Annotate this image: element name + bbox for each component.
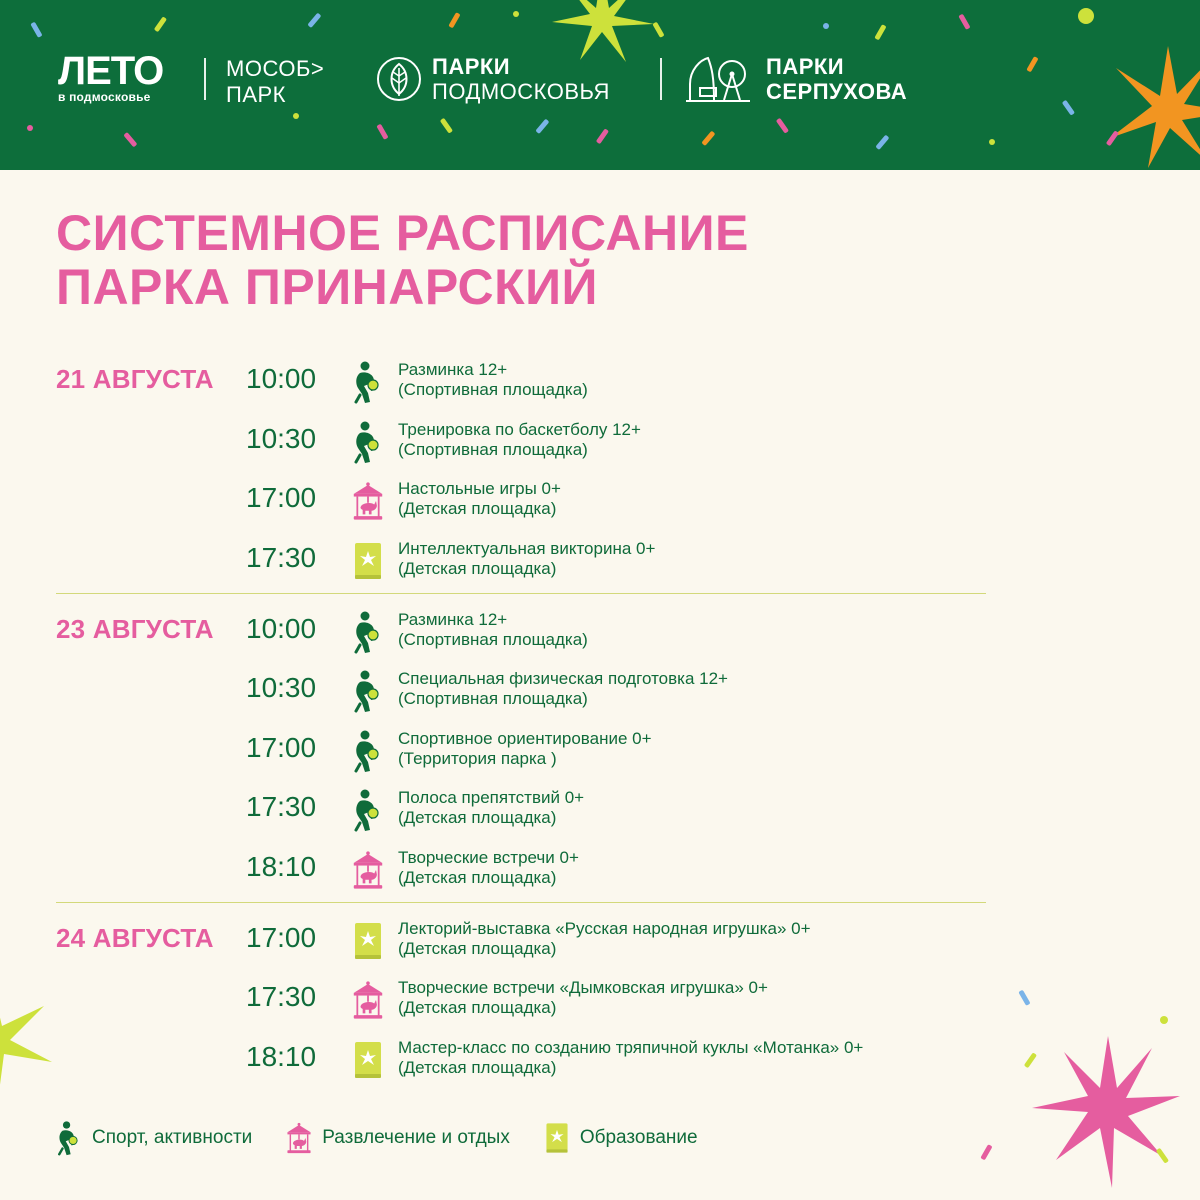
parki-podmoskovya-logo: [376, 54, 610, 104]
page-title-line1: СИСТЕМНОЕ РАСПИСАНИЕ: [56, 205, 749, 261]
event-place: (Детская площадка): [398, 499, 557, 518]
bottom-decoration: [0, 980, 1200, 1200]
day-date: 21 АВГУСТА: [56, 364, 214, 394]
event-name: Интеллектуальная викторина 0+: [398, 538, 656, 558]
sport-icon: [352, 610, 384, 654]
event-text: [398, 479, 561, 519]
event-text: [398, 420, 641, 460]
sport-icon: [352, 729, 384, 773]
event-row: [56, 669, 986, 729]
event-place: (Спортивная площадка): [398, 380, 588, 399]
book-icon: [352, 539, 384, 583]
event-row: [56, 539, 986, 583]
sport-icon: [352, 788, 384, 832]
event-name: Разминка 12+: [398, 609, 508, 629]
header-banner: [0, 0, 1200, 170]
schedule: [56, 360, 986, 1082]
legend-label: Спорт, активности: [92, 1127, 253, 1148]
page-title-line2: ПАРКА ПРИНАРСКИЙ: [56, 259, 598, 315]
event-text: [398, 539, 655, 579]
parki-logo-line2: ПОДМОСКОВЬЯ: [432, 79, 610, 104]
event-time: 17:00: [246, 482, 317, 513]
page-title: [56, 206, 956, 314]
event-time: 10:00: [246, 363, 317, 394]
event-place: (Детская площадка): [398, 998, 557, 1017]
event-row: [56, 848, 986, 892]
event-place: (Детская площадка): [398, 938, 557, 958]
header-divider: [660, 58, 662, 100]
header-divider: [204, 58, 206, 100]
event-name: Полоса препятствий 0+: [398, 788, 585, 807]
sport-icon: [352, 669, 384, 713]
day-block: [56, 360, 986, 583]
event-name: Разминка 12+: [398, 360, 508, 379]
event-time: 10:30: [246, 422, 317, 454]
event-time: 17:30: [246, 981, 317, 1012]
event-place: (Спортивная площадка): [398, 689, 588, 708]
event-row: [56, 420, 986, 480]
event-place: (Детская площадка): [398, 867, 557, 887]
parki-logo-line1: ПАРКИ: [432, 54, 511, 79]
event-place: (Спортивная площадка): [398, 439, 588, 459]
event-place: (Детская площадка): [398, 808, 557, 827]
serpukhov-logo-line2: СЕРПУХОВА: [766, 79, 908, 104]
mosoblpark-logo: [226, 56, 324, 108]
ferris-wheel-icon: [686, 54, 750, 104]
event-name: Лекторий-выставка «Русская народная игрушка» 0+: [398, 918, 811, 938]
event-text: [398, 669, 728, 709]
sport-icon: [352, 360, 384, 404]
day-block: [56, 594, 986, 892]
event-name: Настольные игры 0+: [398, 479, 561, 498]
carousel-icon: [352, 848, 384, 892]
event-place: (Детская площадка): [398, 558, 557, 578]
leto-logo-subtext: в подмосковье: [58, 90, 151, 104]
event-row: [56, 729, 986, 789]
legend-label: Развлечение и отдых: [322, 1127, 510, 1148]
event-text: [398, 848, 579, 888]
event-text: [398, 610, 588, 650]
leaf-icon: [376, 56, 422, 102]
sport-icon: [352, 420, 384, 464]
event-row: [56, 610, 986, 670]
event-place: (Спортивная площадка): [398, 629, 588, 649]
event-time: 18:10: [246, 1040, 317, 1072]
event-name: Спортивное ориентирование 0+: [398, 728, 652, 748]
event-row: [56, 479, 986, 539]
event-name: Мастер-класс по созданию тряпичной куклы «Мотанка» 0+: [398, 1037, 864, 1057]
event-row: [56, 360, 986, 420]
day-date: 24 АВГУСТА: [56, 922, 214, 953]
event-text: [398, 788, 584, 828]
day-date: 23 АВГУСТА: [56, 613, 214, 644]
event-time: 10:30: [246, 672, 317, 703]
mosoblpark-logo-line2: ПАРК: [226, 82, 286, 107]
event-row: [56, 919, 986, 979]
event-name: Специальная физическая подготовка 12+: [398, 669, 728, 688]
carousel-icon: [352, 479, 384, 523]
leto-logo-text: ЛЕТО: [58, 49, 164, 93]
event-name: Тренировка по баскетболу 12+: [398, 419, 641, 439]
book-icon: [352, 919, 384, 963]
legend-label: Образование: [579, 1127, 698, 1148]
leto-logo: [58, 49, 164, 104]
event-time: 10:00: [246, 612, 317, 644]
mosoblpark-logo-line1: МОСОБ>: [226, 56, 325, 81]
event-text: [398, 360, 588, 400]
event-time: 17:30: [246, 541, 317, 573]
event-place: (Детская площадка): [398, 1057, 557, 1077]
event-time: 17:30: [246, 791, 317, 822]
parki-serpukhova-logo: [686, 54, 907, 104]
event-time: 17:00: [246, 921, 317, 953]
event-name: Творческие встречи 0+: [398, 847, 579, 867]
event-time: 18:10: [246, 850, 317, 882]
event-place: (Территория парка ): [398, 748, 557, 768]
event-row: [56, 788, 986, 848]
event-text: [398, 729, 652, 769]
event-time: 17:00: [246, 731, 317, 763]
serpukhov-logo-line1: ПАРКИ: [766, 54, 845, 79]
event-name: Творческие встречи «Дымковская игрушка» 0+: [398, 978, 768, 997]
event-text: [398, 919, 811, 959]
